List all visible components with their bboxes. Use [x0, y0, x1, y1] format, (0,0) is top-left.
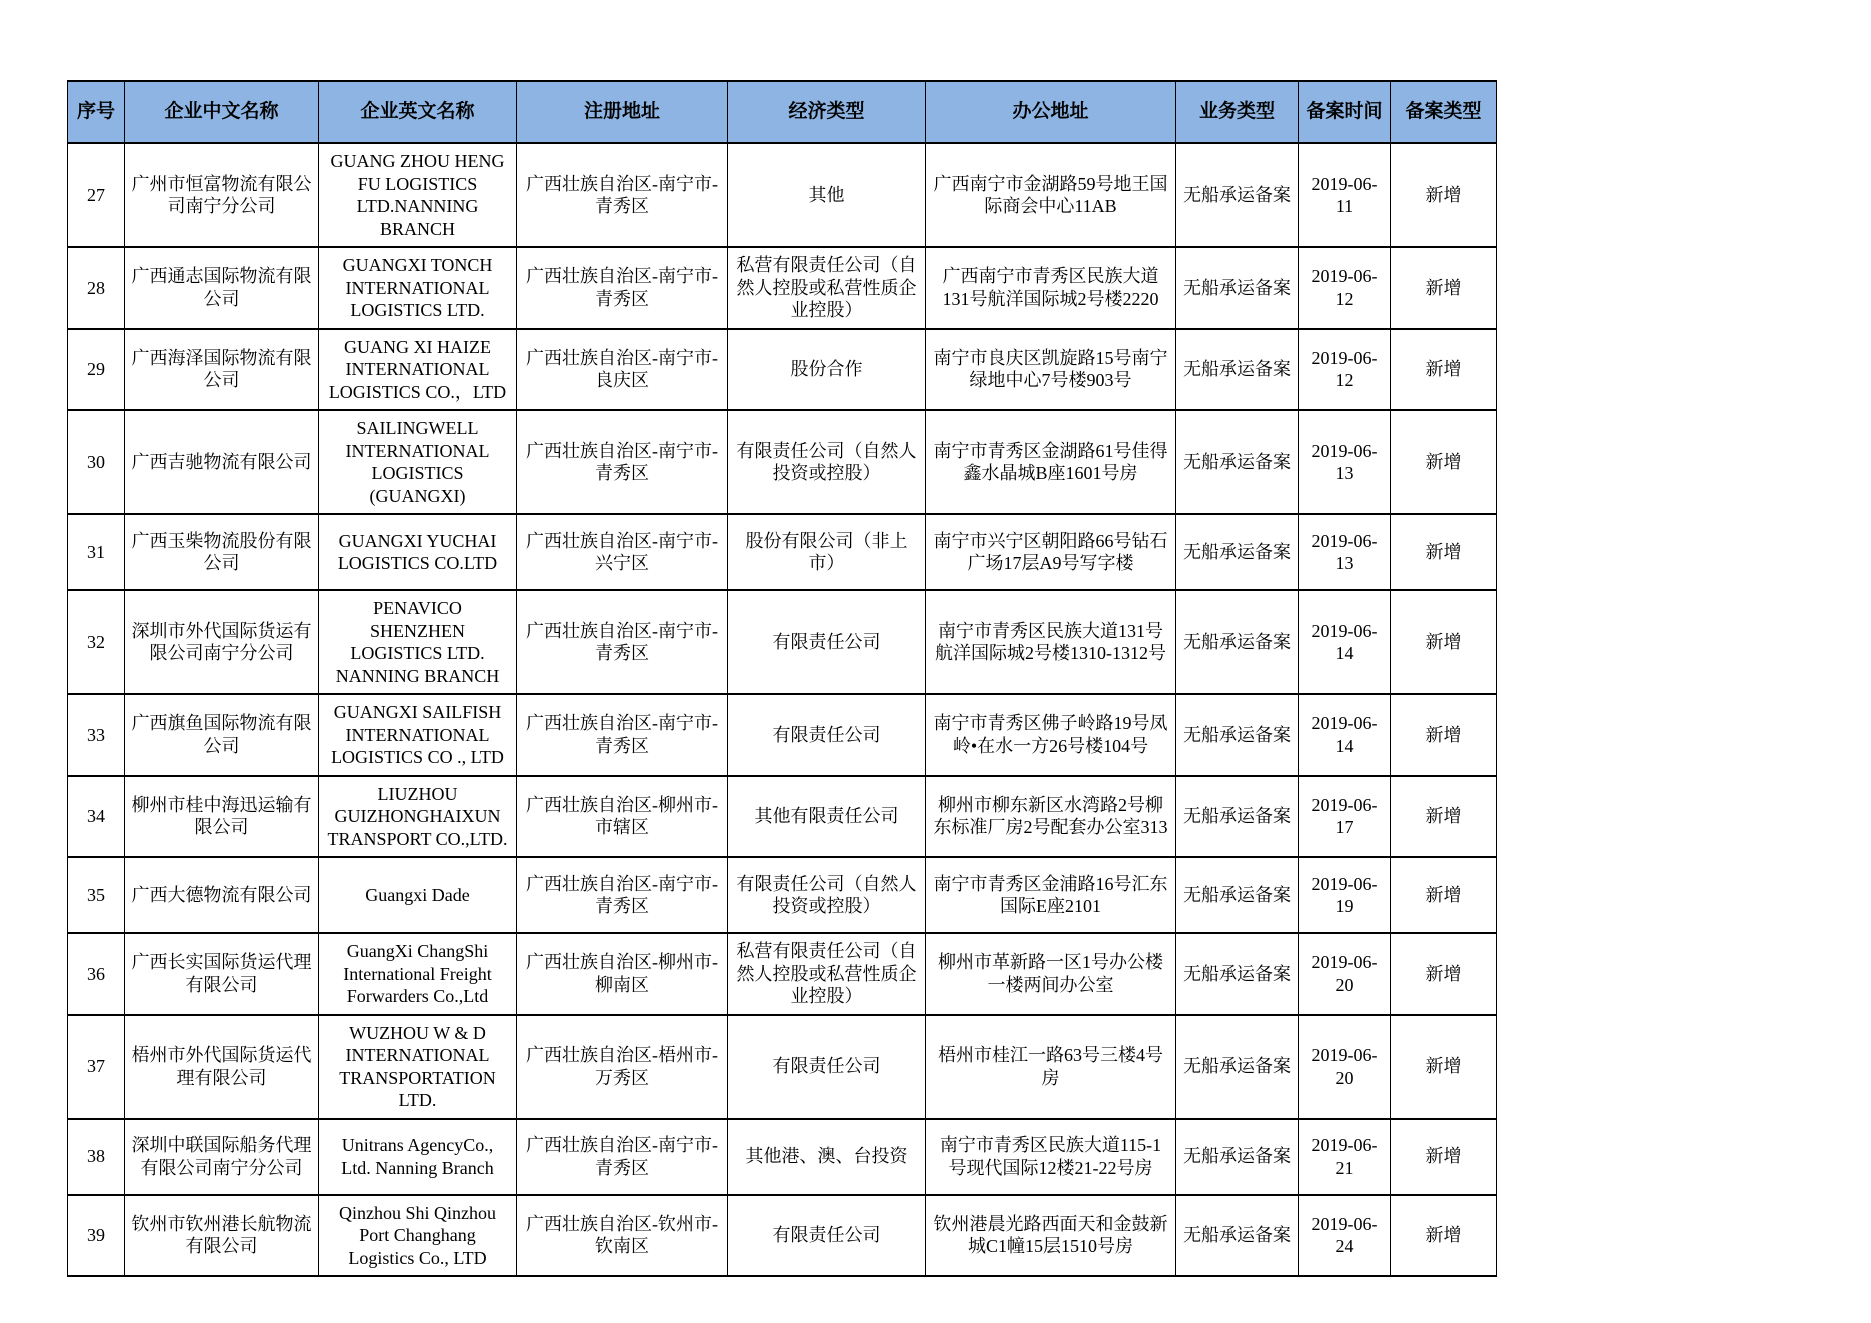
cell-index: 36	[68, 933, 125, 1015]
cell-index: 32	[68, 590, 125, 694]
cell-biz-type: 无船承运备案	[1176, 514, 1299, 590]
cell-index: 28	[68, 247, 125, 329]
cell-biz-type: 无船承运备案	[1176, 1195, 1299, 1277]
cell-reg-address: 广西壮族自治区-柳州市-市辖区	[517, 776, 728, 858]
cell-cn-name: 广州市恒富物流有限公司南宁分公司	[125, 143, 319, 247]
cell-cn-name: 柳州市桂中海迅运输有限公司	[125, 776, 319, 858]
table-row	[68, 590, 1497, 694]
table-row	[68, 694, 1497, 776]
cell-office-address: 钦州港晨光路西面天和金鼓新城C1幢15层1510号房	[926, 1195, 1176, 1277]
cell-econ-type: 股份有限公司（非上市）	[728, 514, 926, 590]
cell-cn-name: 广西吉驰物流有限公司	[125, 410, 319, 514]
cell-office-address: 南宁市兴宁区朝阳路66号钻石广场17层A9号写字楼	[926, 514, 1176, 590]
cell-record-date: 2019-06-13	[1299, 410, 1391, 514]
cell-record-date: 2019-06-12	[1299, 329, 1391, 411]
cell-record-date: 2019-06-17	[1299, 776, 1391, 858]
cell-econ-type: 其他	[728, 143, 926, 247]
cell-record-type: 新增	[1391, 247, 1497, 329]
cell-record-type: 新增	[1391, 694, 1497, 776]
cell-office-address: 广西南宁市青秀区民族大道131号航洋国际城2号楼2220	[926, 247, 1176, 329]
cell-record-date: 2019-06-19	[1299, 857, 1391, 933]
table-header-row	[68, 81, 1497, 143]
cell-biz-type: 无船承运备案	[1176, 143, 1299, 247]
cell-reg-address: 广西壮族自治区-南宁市-兴宁区	[517, 514, 728, 590]
cell-index: 33	[68, 694, 125, 776]
header-record-type: 备案类型	[1391, 81, 1497, 143]
cell-biz-type: 无船承运备案	[1176, 247, 1299, 329]
cell-record-date: 2019-06-13	[1299, 514, 1391, 590]
cell-record-type: 新增	[1391, 143, 1497, 247]
cell-biz-type: 无船承运备案	[1176, 410, 1299, 514]
cell-office-address: 广西南宁市金湖路59号地王国际商会中心11AB	[926, 143, 1176, 247]
header-reg-address: 注册地址	[517, 81, 728, 143]
cell-office-address: 南宁市青秀区金湖路61号佳得鑫水晶城B座1601号房	[926, 410, 1176, 514]
cell-econ-type: 有限责任公司（自然人投资或控股）	[728, 410, 926, 514]
cell-office-address: 南宁市良庆区凯旋路15号南宁绿地中心7号楼903号	[926, 329, 1176, 411]
cell-econ-type: 有限责任公司	[728, 1195, 926, 1277]
cell-reg-address: 广西壮族自治区-南宁市-青秀区	[517, 694, 728, 776]
cell-reg-address: 广西壮族自治区-南宁市-青秀区	[517, 590, 728, 694]
cell-en-name: Qinzhou Shi Qinzhou Port Changhang Logistics Co., LTD	[319, 1195, 517, 1277]
cell-record-type: 新增	[1391, 776, 1497, 858]
cell-office-address: 柳州市柳东新区水湾路2号柳东标准厂房2号配套办公室313	[926, 776, 1176, 858]
header-office-address: 办公地址	[926, 81, 1176, 143]
cell-cn-name: 梧州市外代国际货运代理有限公司	[125, 1015, 319, 1119]
cell-biz-type: 无船承运备案	[1176, 1119, 1299, 1195]
cell-record-date: 2019-06-14	[1299, 590, 1391, 694]
table-row	[68, 247, 1497, 329]
cell-cn-name: 广西大德物流有限公司	[125, 857, 319, 933]
cell-record-type: 新增	[1391, 410, 1497, 514]
cell-cn-name: 广西玉柴物流股份有限公司	[125, 514, 319, 590]
cell-econ-type: 股份合作	[728, 329, 926, 411]
cell-index: 27	[68, 143, 125, 247]
cell-econ-type: 其他港、澳、台投资	[728, 1119, 926, 1195]
cell-reg-address: 广西壮族自治区-南宁市-青秀区	[517, 143, 728, 247]
table-row	[68, 933, 1497, 1015]
cell-reg-address: 广西壮族自治区-南宁市-良庆区	[517, 329, 728, 411]
cell-econ-type: 私营有限责任公司（自然人控股或私营性质企业控股）	[728, 247, 926, 329]
cell-record-date: 2019-06-20	[1299, 933, 1391, 1015]
cell-en-name: GuangXi ChangShi International Freight Forwarders Co.,Ltd	[319, 933, 517, 1015]
cell-en-name: GUANGXI TONCH INTERNATIONAL LOGISTICS LTD.	[319, 247, 517, 329]
cell-reg-address: 广西壮族自治区-南宁市-青秀区	[517, 410, 728, 514]
cell-cn-name: 深圳中联国际船务代理有限公司南宁分公司	[125, 1119, 319, 1195]
cell-en-name: PENAVICO SHENZHEN LOGISTICS LTD. NANNING BRANCH	[319, 590, 517, 694]
header-econ-type: 经济类型	[728, 81, 926, 143]
cell-record-date: 2019-06-21	[1299, 1119, 1391, 1195]
header-record-date: 备案时间	[1299, 81, 1391, 143]
cell-record-type: 新增	[1391, 1015, 1497, 1119]
filing-records-table	[67, 80, 1497, 1277]
cell-reg-address: 广西壮族自治区-钦州市-钦南区	[517, 1195, 728, 1277]
cell-office-address: 南宁市青秀区民族大道131号航洋国际城2号楼1310-1312号	[926, 590, 1176, 694]
cell-reg-address: 广西壮族自治区-柳州市-柳南区	[517, 933, 728, 1015]
cell-cn-name: 广西旗鱼国际物流有限公司	[125, 694, 319, 776]
cell-en-name: SAILINGWELL INTERNATIONAL LOGISTICS (GUANGXI)	[319, 410, 517, 514]
cell-en-name: Guangxi Dade	[319, 857, 517, 933]
cell-record-type: 新增	[1391, 329, 1497, 411]
cell-en-name: GUANG XI HAIZE INTERNATIONAL LOGISTICS CO.，LTD	[319, 329, 517, 411]
cell-en-name: GUANG ZHOU HENG FU LOGISTICS LTD.NANNING BRANCH	[319, 143, 517, 247]
table-row	[68, 329, 1497, 411]
cell-econ-type: 有限责任公司	[728, 590, 926, 694]
cell-record-date: 2019-06-20	[1299, 1015, 1391, 1119]
cell-cn-name: 广西海泽国际物流有限公司	[125, 329, 319, 411]
cell-econ-type: 私营有限责任公司（自然人控股或私营性质企业控股）	[728, 933, 926, 1015]
cell-office-address: 南宁市青秀区佛子岭路19号凤岭•在水一方26号楼104号	[926, 694, 1176, 776]
cell-reg-address: 广西壮族自治区-梧州市-万秀区	[517, 1015, 728, 1119]
cell-econ-type: 其他有限责任公司	[728, 776, 926, 858]
cell-cn-name: 钦州市钦州港长航物流有限公司	[125, 1195, 319, 1277]
cell-index: 37	[68, 1015, 125, 1119]
cell-econ-type: 有限责任公司	[728, 694, 926, 776]
cell-index: 39	[68, 1195, 125, 1277]
cell-record-date: 2019-06-14	[1299, 694, 1391, 776]
table-row	[68, 514, 1497, 590]
cell-record-type: 新增	[1391, 514, 1497, 590]
cell-en-name: Unitrans AgencyCo., Ltd. Nanning Branch	[319, 1119, 517, 1195]
cell-record-type: 新增	[1391, 590, 1497, 694]
cell-record-type: 新增	[1391, 933, 1497, 1015]
cell-index: 38	[68, 1119, 125, 1195]
cell-cn-name: 深圳市外代国际货运有限公司南宁分公司	[125, 590, 319, 694]
cell-index: 29	[68, 329, 125, 411]
cell-record-type: 新增	[1391, 857, 1497, 933]
cell-record-type: 新增	[1391, 1195, 1497, 1277]
cell-record-type: 新增	[1391, 1119, 1497, 1195]
cell-econ-type: 有限责任公司	[728, 1015, 926, 1119]
cell-biz-type: 无船承运备案	[1176, 590, 1299, 694]
cell-biz-type: 无船承运备案	[1176, 776, 1299, 858]
cell-reg-address: 广西壮族自治区-南宁市-青秀区	[517, 247, 728, 329]
cell-record-date: 2019-06-24	[1299, 1195, 1391, 1277]
header-biz-type: 业务类型	[1176, 81, 1299, 143]
cell-index: 34	[68, 776, 125, 858]
cell-index: 31	[68, 514, 125, 590]
cell-biz-type: 无船承运备案	[1176, 329, 1299, 411]
cell-biz-type: 无船承运备案	[1176, 694, 1299, 776]
cell-record-date: 2019-06-12	[1299, 247, 1391, 329]
table-row	[68, 143, 1497, 247]
header-en-name: 企业英文名称	[319, 81, 517, 143]
cell-en-name: WUZHOU W & D INTERNATIONAL TRANSPORTATION LTD.	[319, 1015, 517, 1119]
cell-en-name: LIUZHOU GUIZHONGHAIXUN TRANSPORT CO.,LTD.	[319, 776, 517, 858]
table-row	[68, 1195, 1497, 1277]
cell-index: 35	[68, 857, 125, 933]
table-row	[68, 1015, 1497, 1119]
cell-econ-type: 有限责任公司（自然人投资或控股）	[728, 857, 926, 933]
cell-en-name: GUANGXI YUCHAI LOGISTICS CO.LTD	[319, 514, 517, 590]
table-row	[68, 857, 1497, 933]
header-cn-name: 企业中文名称	[125, 81, 319, 143]
cell-biz-type: 无船承运备案	[1176, 857, 1299, 933]
cell-reg-address: 广西壮族自治区-南宁市-青秀区	[517, 1119, 728, 1195]
table-body	[68, 143, 1497, 1276]
cell-cn-name: 广西通志国际物流有限公司	[125, 247, 319, 329]
cell-office-address: 梧州市桂江一路63号三楼4号房	[926, 1015, 1176, 1119]
cell-office-address: 柳州市革新路一区1号办公楼一楼两间办公室	[926, 933, 1176, 1015]
cell-cn-name: 广西长实国际货运代理有限公司	[125, 933, 319, 1015]
cell-en-name: GUANGXI SAILFISH INTERNATIONAL LOGISTICS CO ., LTD	[319, 694, 517, 776]
table-row	[68, 410, 1497, 514]
header-index: 序号	[68, 81, 125, 143]
cell-biz-type: 无船承运备案	[1176, 1015, 1299, 1119]
cell-office-address: 南宁市青秀区金浦路16号汇东国际E座2101	[926, 857, 1176, 933]
cell-office-address: 南宁市青秀区民族大道115-1号现代国际12楼21-22号房	[926, 1119, 1176, 1195]
cell-biz-type: 无船承运备案	[1176, 933, 1299, 1015]
cell-index: 30	[68, 410, 125, 514]
cell-reg-address: 广西壮族自治区-南宁市-青秀区	[517, 857, 728, 933]
cell-record-date: 2019-06-11	[1299, 143, 1391, 247]
table-row	[68, 1119, 1497, 1195]
table-row	[68, 776, 1497, 858]
